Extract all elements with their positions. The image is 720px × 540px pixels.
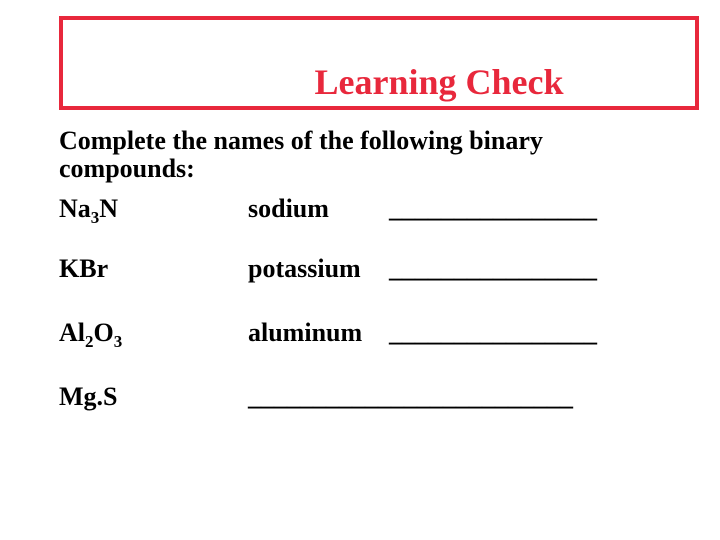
formula: $Na_3N$ xyxy=(59,194,119,227)
name-prefix: aluminum xyxy=(248,318,363,347)
instructions-text: Complete the names of the following binary compounds: xyxy=(59,126,543,183)
title-box xyxy=(59,16,699,110)
page-title: Learning Check xyxy=(314,62,564,102)
answer-blank[interactable]: ________________ xyxy=(389,194,597,223)
formula: Mg.S xyxy=(59,382,118,411)
answer-blank[interactable]: ________________ xyxy=(389,254,597,283)
name-prefix: potassium xyxy=(248,254,361,283)
answer-blank[interactable]: _________________________ xyxy=(248,382,573,411)
formula: KBr xyxy=(59,254,109,283)
answer-blank[interactable]: ________________ xyxy=(389,318,597,347)
name-prefix: sodium xyxy=(248,194,329,223)
formula: $Al_2O_3$ xyxy=(59,318,123,351)
